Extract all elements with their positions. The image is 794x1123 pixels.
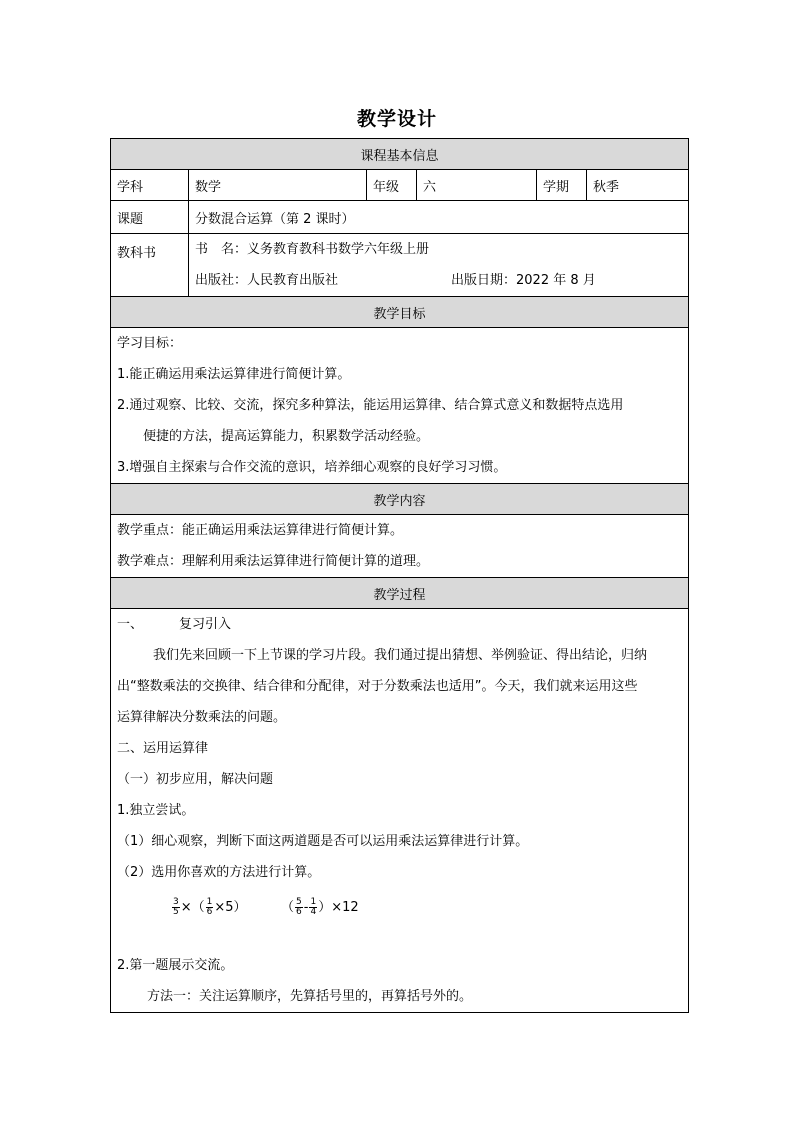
goal-item: 3.增强自主探索与合作交流的意识，培养细心观察的良好学习习惯。 <box>117 460 507 475</box>
subject-value: 数学 <box>189 170 367 201</box>
table-row-content <box>111 515 689 578</box>
textbook-info <box>189 234 689 297</box>
section-header-content <box>111 484 689 515</box>
expression-two: （ $\frac{5}{6}$ - $\frac{1}{4}$ ）×12 <box>281 897 359 917</box>
table-row-goals <box>111 328 689 484</box>
math-expressions <box>117 888 682 950</box>
section-one-heading <box>117 609 682 640</box>
section-header-process <box>111 578 689 609</box>
table-row-subject <box>111 170 689 201</box>
question-one: （1）细心观察，判断下面这两道题是否可以运用乘法运算律进行计算。 <box>117 834 529 849</box>
publication-date: 出版日期：2022 年 8 月 <box>451 273 596 288</box>
section-one-title: 复习引入 <box>179 617 232 632</box>
section-title: 课程基本信息 <box>111 139 689 170</box>
fraction: $\frac{1}{4}$ <box>310 897 317 917</box>
method-one: 方法一：关注运算顺序，先算括号里的，再算括号外的。 <box>147 989 473 1004</box>
step-one: 1.独立尝试。 <box>117 803 195 818</box>
section-header-goals <box>111 297 689 328</box>
section-title: 教学过程 <box>111 578 689 609</box>
table-row-textbook <box>111 234 689 297</box>
topic-label: 课题 <box>111 201 189 234</box>
goal-item-continued: 便捷的方法，提高运算能力，积累数学活动经验。 <box>143 429 430 444</box>
document-title: 教学设计 <box>356 108 437 130</box>
subject-label: 学科 <box>111 170 189 201</box>
topic-value: 分数混合运算（第 2 课时） <box>189 201 689 234</box>
publisher: 出版社：人民教育出版社 <box>195 273 339 288</box>
section-title: 教学目标 <box>111 297 689 328</box>
paragraph-line: 我们先来回顾一下上节课的学习片段。我们通过提出猜想、举例验证、得出结论，归纳 <box>153 648 648 663</box>
textbook-label: 教科书 <box>111 234 189 297</box>
process-body <box>111 609 689 1013</box>
fraction: $\frac{1}{6}$ <box>206 897 213 917</box>
table-row-process <box>111 609 689 1013</box>
difficulty-point: 教学难点：理解利用乘法运算律进行简便计算的道理。 <box>117 554 430 569</box>
grade-value: 六 <box>417 170 537 201</box>
term-label: 学期 <box>537 170 587 201</box>
goals-intro: 学习目标： <box>117 336 183 351</box>
key-point: 教学重点：能正确运用乘法运算律进行简便计算。 <box>117 523 404 538</box>
section-header-basic-info <box>111 139 689 170</box>
table-row-topic <box>111 201 689 234</box>
lesson-plan-table <box>110 138 689 1013</box>
fraction: $\frac{3}{5}$ <box>173 897 179 917</box>
section-title: 教学内容 <box>111 484 689 515</box>
fraction: $\frac{5}{6}$ <box>296 897 302 917</box>
expression-one: $\frac{3}{5}$ ×（ $\frac{1}{6}$ ×5） <box>173 897 247 917</box>
grade-label: 年级 <box>367 170 417 201</box>
paragraph-line: 运算律解决分数乘法的问题。 <box>117 710 287 725</box>
step-two: 2.第一题展示交流。 <box>117 958 234 973</box>
section-two-heading: 二、运用运算律 <box>117 741 209 756</box>
book-name: 书 名：义务教育教科书数学六年级上册 <box>195 242 430 257</box>
question-two: （2）选用你喜欢的方法进行计算。 <box>117 865 321 880</box>
publisher-line <box>195 265 682 296</box>
term-value: 秋季 <box>587 170 689 201</box>
subsection-heading: （一）初步应用，解决问题 <box>117 772 274 787</box>
goal-item: 1.能正确运用乘法运算律进行简便计算。 <box>117 367 351 382</box>
paragraph-line: 出“整数乘法的交换律、结合律和分配律，对于分数乘法也适用”。今天，我们就来运用这些 <box>117 679 638 694</box>
goals-body <box>111 328 689 484</box>
goal-item: 2.通过观察、比较、交流，探究多种算法，能运用运算律、结合算式意义和数据特点选用 <box>117 398 624 413</box>
content-body <box>111 515 689 578</box>
section-one-number: 一、 <box>117 617 144 632</box>
